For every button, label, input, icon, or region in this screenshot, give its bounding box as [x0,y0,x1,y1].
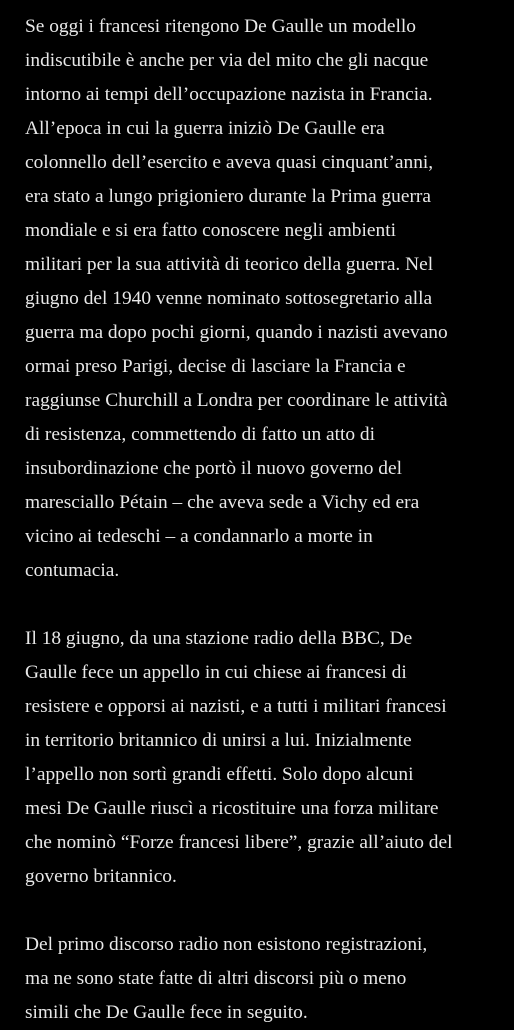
paragraph-occupation [25,10,495,588]
paragraph-recordings [25,928,495,1030]
text-line: Se oggi i francesi ritengono De Gaulle un modello [25,16,416,37]
text-line: simili che De Gaulle fece in seguito. [25,1002,308,1023]
text-line: governo britannico. [25,866,177,887]
text-line: contumacia. [25,560,120,581]
text-line: intorno ai tempi dell’occupazione nazista in Francia. [25,84,433,105]
text-line: raggiunse Churchill a Londra per coordinare le attività [25,390,448,411]
text-line: colonnello dell’esercito e aveva quasi cinquant’anni, [25,152,434,173]
article-body [25,10,495,1030]
text-line: All’epoca in cui la guerra iniziò De Gaulle era [25,118,385,139]
text-line: era stato a lungo prigioniero durante la Prima guerra [25,186,431,207]
text-line: Gaulle fece un appello in cui chiese ai francesi di [25,662,407,683]
text-line: l’appello non sortì grandi effetti. Solo dopo alcuni [25,764,414,785]
text-line: ormai preso Parigi, decise di lasciare la Francia e [25,356,406,377]
text-line: vicino ai tedeschi – a condannarlo a morte in [25,526,373,547]
text-line: che nominò “Forze francesi libere”, grazie all’aiuto del [25,832,453,853]
text-line: Del primo discorso radio non esistono registrazioni, [25,934,428,955]
paragraph-radio-appeal [25,622,495,894]
text-line: insubordinazione che portò il nuovo governo del [25,458,402,479]
text-line: ma ne sono state fatte di altri discorsi più o meno [25,968,407,989]
text-line: militari per la sua attività di teorico della guerra. Nel [25,254,434,275]
text-line: giugno del 1940 venne nominato sottosegretario alla [25,288,433,309]
text-line: indiscutibile è anche per via del mito che gli nacque [25,50,429,71]
text-line: guerra ma dopo pochi giorni, quando i nazisti avevano [25,322,448,343]
text-line: resistere e opporsi ai nazisti, e a tutti i militari francesi [25,696,447,717]
text-line: maresciallo Pétain – che aveva sede a Vichy ed era [25,492,420,513]
text-line: mesi De Gaulle riuscì a ricostituire una forza militare [25,798,439,819]
text-line: in territorio britannico di unirsi a lui. Inizialmente [25,730,412,751]
text-line: di resistenza, commettendo di fatto un atto di [25,424,376,445]
text-line: Il 18 giugno, da una stazione radio della BBC, De [25,628,413,649]
text-line: mondiale e si era fatto conoscere negli ambienti [25,220,396,241]
